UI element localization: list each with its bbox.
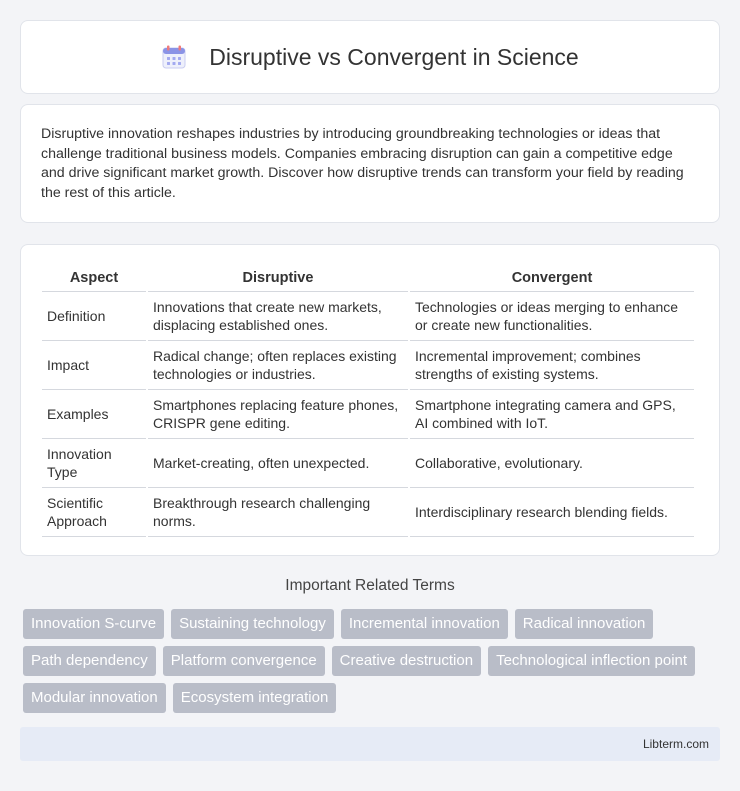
row-disruptive: Breakthrough research challenging norms. xyxy=(148,488,408,537)
footer xyxy=(20,727,720,761)
tag-ecosystem-integration[interactable]: Ecosystem integration xyxy=(173,683,337,713)
page-title: Disruptive vs Convergent in Science xyxy=(209,43,579,70)
comparison-table xyxy=(40,265,696,537)
row-convergent: Incremental improvement; combines strengths of existing systems. xyxy=(410,341,694,390)
header-convergent: Convergent xyxy=(410,265,694,292)
table-row xyxy=(42,341,694,390)
footer-site-link[interactable]: Libterm.com xyxy=(642,737,709,751)
row-aspect: Definition xyxy=(42,292,146,341)
table-row xyxy=(42,292,694,341)
tag-technological-inflection-point[interactable]: Technological inflection point xyxy=(488,646,695,676)
row-disruptive: Smartphones replacing feature phones, CRISPR gene editing. xyxy=(148,390,408,439)
table-row xyxy=(42,488,694,537)
tag-creative-destruction[interactable]: Creative destruction xyxy=(332,646,481,676)
tag-path-dependency[interactable]: Path dependency xyxy=(23,646,156,676)
tag-platform-convergence[interactable]: Platform convergence xyxy=(163,646,325,676)
row-disruptive: Market-creating, often unexpected. xyxy=(148,439,408,488)
tag-modular-innovation[interactable]: Modular innovation xyxy=(23,683,166,713)
tag-radical-innovation[interactable]: Radical innovation xyxy=(515,609,654,639)
tag-incremental-innovation[interactable]: Incremental innovation xyxy=(341,609,508,639)
tag-innovation-s-curve[interactable]: Innovation S-curve xyxy=(23,609,164,639)
intro-text: Disruptive innovation reshapes industries by introducing groundbreaking technologies or ideas that challenge traditional business models. Companies embracing disruption can gain a competitive edge and drive significant market growth. Discover how disruptive trends can transform your field by reading the rest of this article. xyxy=(41,126,684,201)
header-card xyxy=(20,20,720,94)
row-disruptive: Radical change; often replaces existing technologies or industries. xyxy=(148,341,408,390)
row-aspect: Scientific Approach xyxy=(42,488,146,537)
intro-card xyxy=(20,104,720,223)
row-aspect: Innovation Type xyxy=(42,439,146,488)
row-disruptive: Innovations that create new markets, displacing established ones. xyxy=(148,292,408,341)
related-terms-title: Important Related Terms xyxy=(285,577,455,594)
row-aspect: Impact xyxy=(42,341,146,390)
related-terms-list xyxy=(23,609,723,720)
table-header-row xyxy=(42,265,694,292)
header-disruptive: Disruptive xyxy=(148,265,408,292)
row-aspect: Examples xyxy=(42,390,146,439)
row-convergent: Interdisciplinary research blending fields. xyxy=(410,488,694,537)
row-convergent: Collaborative, evolutionary. xyxy=(410,439,694,488)
comparison-card xyxy=(20,244,720,556)
table-row xyxy=(42,439,694,488)
row-convergent: Smartphone integrating camera and GPS, AI combined with IoT. xyxy=(410,390,694,439)
calendar-icon xyxy=(161,44,187,70)
table-row xyxy=(42,390,694,439)
header-aspect: Aspect xyxy=(42,265,146,292)
row-convergent: Technologies or ideas merging to enhance or create new functionalities. xyxy=(410,292,694,341)
tag-sustaining-technology[interactable]: Sustaining technology xyxy=(171,609,334,639)
